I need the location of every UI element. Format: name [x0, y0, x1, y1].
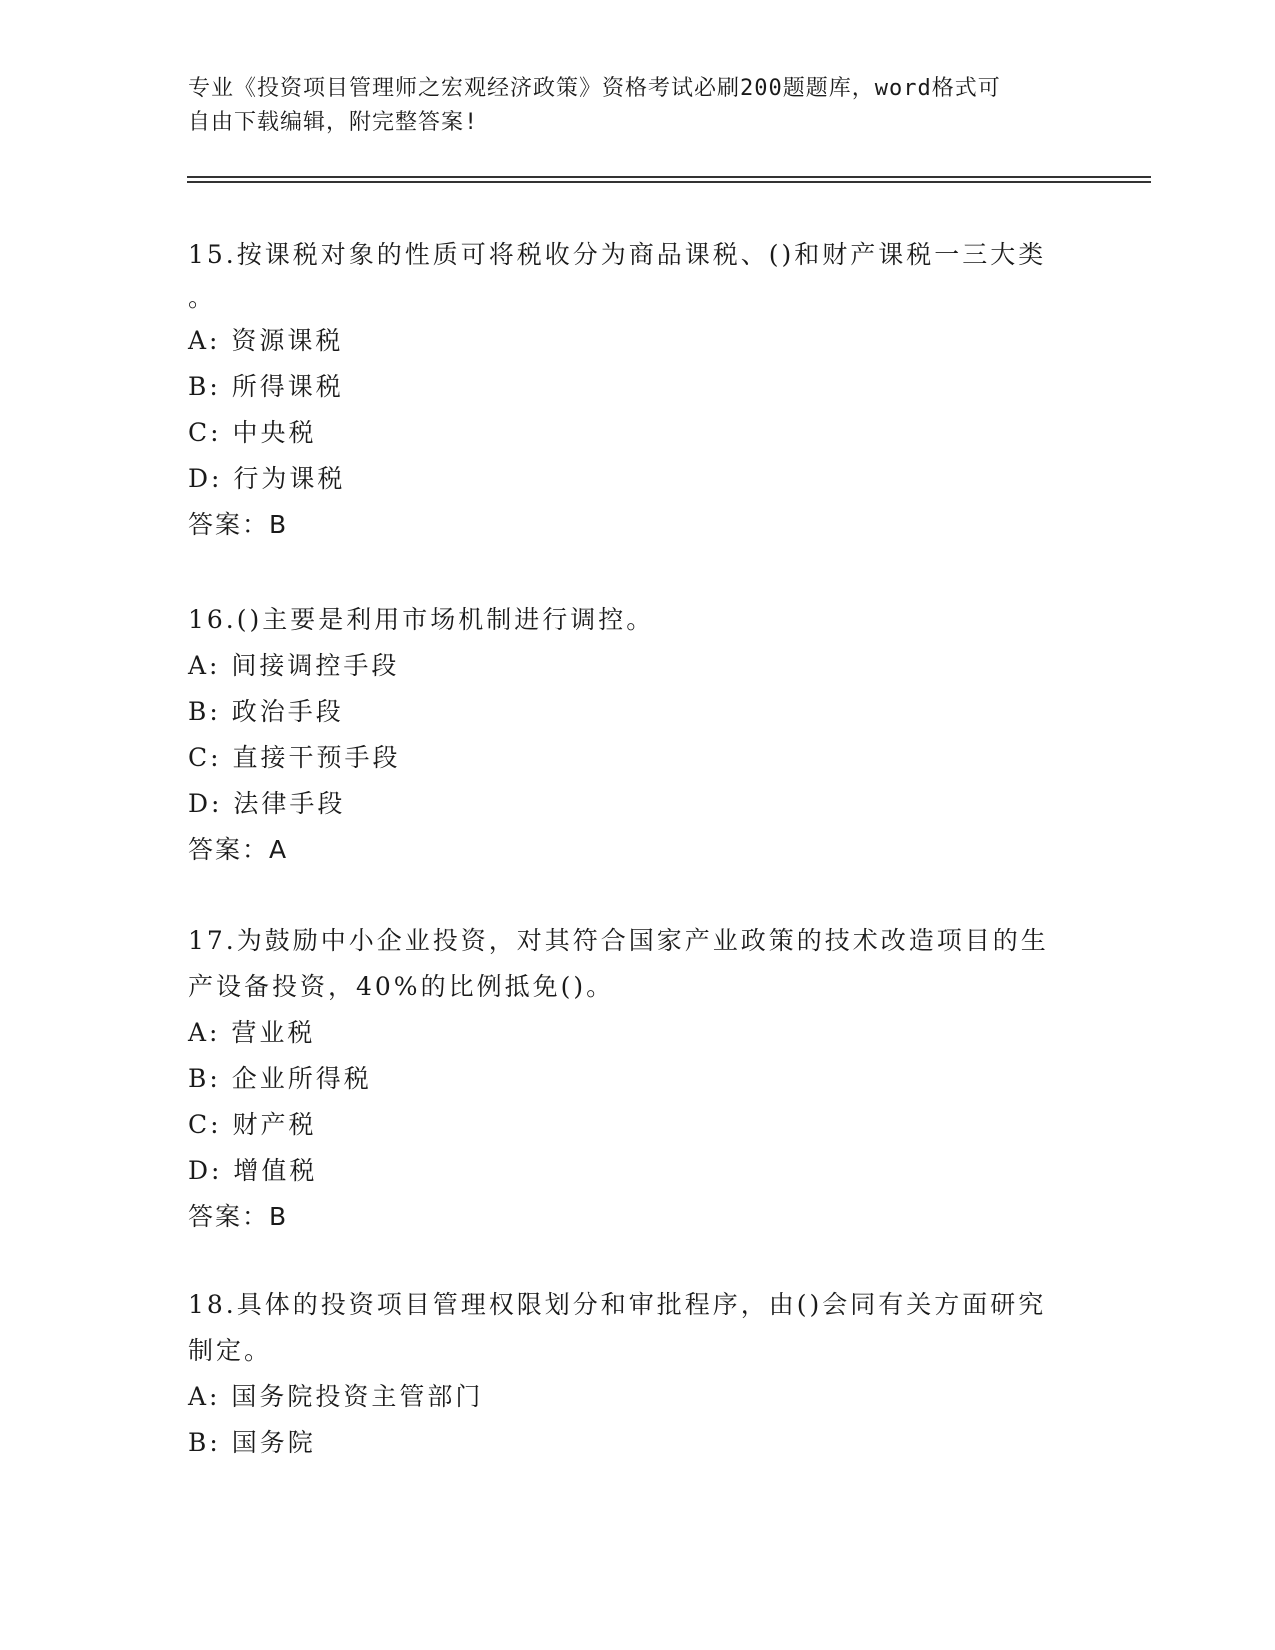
option-b: B: 所得课税	[188, 372, 344, 401]
option-d: D: 行为课税	[188, 464, 346, 493]
option-b: B: 国务院	[188, 1428, 316, 1457]
question-stem-line: 。	[188, 283, 217, 312]
question-15	[188, 232, 1078, 548]
option-b: B: 企业所得税	[188, 1064, 372, 1093]
option-a: A: 国务院投资主管部门	[188, 1382, 484, 1411]
option-a: A: 营业税	[188, 1018, 316, 1047]
answer-label: 答案：B	[188, 510, 289, 539]
question-stem-line: 产设备投资，40%的比例抵免()。	[188, 972, 615, 1001]
option-d: D: 法律手段	[188, 789, 346, 818]
document-header	[188, 72, 1068, 140]
question-16	[188, 597, 1078, 873]
answer-label: 答案：B	[188, 1202, 289, 1231]
question-stem-line: 17.为鼓励中小企业投资，对其符合国家产业政策的技术改造项目的生	[188, 926, 1049, 955]
question-stem-line: 15.按课税对象的性质可将税收分为商品课税、()和财产课税一三大类	[188, 240, 1047, 269]
header-divider-bottom	[187, 181, 1151, 183]
header-divider-top	[187, 176, 1151, 178]
option-b: B: 政治手段	[188, 697, 344, 726]
header-line-1: 专业《投资项目管理师之宏观经济政策》资格考试必刷200题题库，word格式可	[188, 76, 1001, 101]
option-c: C: 中央税	[188, 418, 317, 447]
option-a: A: 资源课税	[188, 326, 344, 355]
option-d: D: 增值税	[188, 1156, 318, 1185]
option-a: A: 间接调控手段	[188, 651, 400, 680]
header-line-2: 自由下载编辑，附完整答案!	[188, 110, 479, 135]
question-stem-line: 16.()主要是利用市场机制进行调控。	[188, 605, 655, 634]
question-18	[188, 1282, 1078, 1466]
answer-label: 答案：A	[188, 835, 289, 864]
question-17	[188, 918, 1078, 1240]
option-c: C: 直接干预手段	[188, 743, 401, 772]
question-stem-line: 制定。	[188, 1336, 273, 1365]
question-stem-line: 18.具体的投资项目管理权限划分和审批程序，由()会同有关方面研究	[188, 1290, 1047, 1319]
option-c: C: 财产税	[188, 1110, 317, 1139]
